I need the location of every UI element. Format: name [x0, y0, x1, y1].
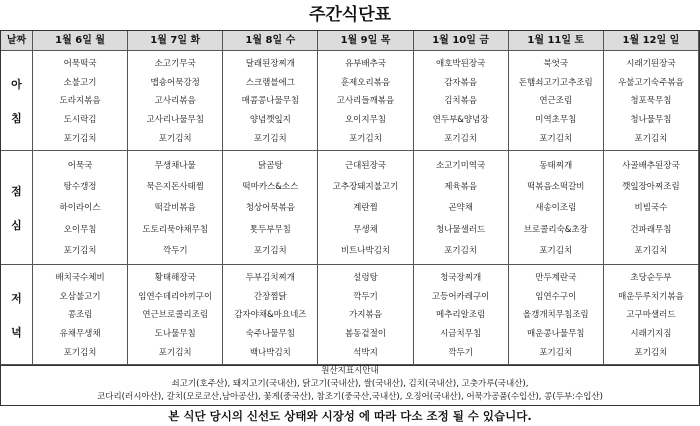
- menu-cell: [604, 51, 699, 151]
- meal-label-char: 저: [11, 291, 22, 305]
- day-header: 1월 9일 목: [318, 31, 413, 51]
- menu-item: 청나물샐러드: [435, 224, 486, 235]
- menu-item: 어묵떡국: [63, 59, 97, 70]
- menu-item: 유채무생채: [59, 329, 101, 340]
- meal-label: [1, 151, 33, 265]
- origin-title: 원산지표시안내: [321, 366, 379, 376]
- menu-item: 배치국수체비: [55, 273, 105, 284]
- menu-item: 숙주나물무침: [245, 329, 295, 340]
- menu-item: 어묵국: [67, 160, 93, 171]
- menu-item: 포기김치: [63, 246, 97, 257]
- meal-label-char: 아: [11, 77, 22, 91]
- menu-cell: [318, 265, 413, 365]
- menu-item: 연두부&양념장: [432, 115, 489, 126]
- meal-label-char: 심: [11, 218, 22, 232]
- menu-item: 만두계란국: [535, 273, 577, 284]
- menu-item: 새송이조림: [535, 203, 577, 214]
- menu-item: 포기김치: [634, 347, 668, 358]
- menu-cell: [318, 151, 413, 265]
- menu-item: 콩조림: [67, 310, 93, 321]
- menu-cell: [509, 265, 604, 365]
- meal-label-char: 녁: [11, 325, 22, 339]
- menu-item: 도시락김: [63, 115, 97, 126]
- menu-item: 오이지무침: [344, 115, 387, 126]
- menu-item: 포기김치: [63, 133, 97, 144]
- menu-item: 맵숑어묵강정: [150, 77, 200, 88]
- menu-item: 톳두부무침: [249, 224, 291, 235]
- menu-item: 도토리묵야채무침: [142, 224, 209, 235]
- menu-item: 사골배추된장국: [622, 160, 680, 171]
- menu-item: 시래기지짐: [630, 329, 672, 340]
- menu-item: 매운두루치기볶음: [618, 291, 684, 302]
- menu-item: 시래기된장국: [626, 59, 676, 70]
- menu-item: 달래된장찌개: [245, 59, 295, 70]
- menu-item: 근대된장국: [344, 160, 387, 171]
- menu-item: 도나물무침: [154, 329, 196, 340]
- menu-item: 건파래무침: [630, 224, 672, 235]
- menu-item: 고등어카레구이: [431, 291, 490, 302]
- menu-item: 메추리알조림: [435, 310, 486, 321]
- menu-item: 시금치무침: [440, 329, 482, 340]
- menu-item: 매콤콩나물무침: [241, 96, 300, 107]
- menu-cell: [414, 265, 509, 365]
- menu-item: 오이무침: [63, 224, 97, 235]
- menu-cell: [128, 265, 223, 365]
- menu-cell: [509, 151, 604, 265]
- day-header: 1월 12일 일: [604, 31, 699, 51]
- menu-item: 도라지볶음: [59, 96, 101, 107]
- menu-item: 포기김치: [444, 246, 478, 257]
- menu-item: 비트나박김치: [340, 246, 391, 257]
- menu-item: 동태찌개: [539, 160, 573, 171]
- menu-item: 김치볶음: [444, 96, 478, 107]
- menu-item: 깍두기: [353, 291, 378, 302]
- menu-item: 고사리들깨볶음: [336, 96, 395, 107]
- menu-item: 포기김치: [158, 133, 192, 144]
- menu-item: 양념깻잎지: [249, 115, 291, 126]
- menu-item: 포기김치: [634, 246, 668, 257]
- menu-item: 황태해장국: [154, 273, 196, 284]
- menu-cell: [33, 51, 128, 151]
- menu-item: 비빔국수: [634, 203, 668, 214]
- menu-cell: [33, 265, 128, 365]
- menu-item: 두부김치찌개: [245, 273, 295, 284]
- menu-cell: [223, 265, 318, 365]
- menu-item: 우불고기숙주볶음: [618, 77, 684, 88]
- menu-item: 포기김치: [253, 133, 287, 144]
- origin-info-box: [0, 364, 700, 406]
- page-title: 주간식단표: [308, 5, 392, 25]
- menu-item: 포기김치: [158, 347, 192, 358]
- header-corner: 날짜: [1, 31, 33, 51]
- menu-item: 스크램블에그: [245, 77, 295, 88]
- menu-item: 떡갈비볶음: [154, 203, 196, 214]
- meal-label: [1, 51, 33, 151]
- menu-cell: [33, 151, 128, 265]
- menu-item: 고구마샐러드: [626, 310, 676, 321]
- menu-item: 올갱개치무침조림: [522, 310, 589, 321]
- day-header: 1월 8일 수: [223, 31, 318, 51]
- meal-label: [1, 265, 33, 365]
- menu-cell: [509, 51, 604, 151]
- menu-item: 감자야채&마요네즈: [234, 310, 307, 321]
- menu-item: 임연수구이: [535, 291, 577, 302]
- menu-item: 탕수갱정: [63, 182, 97, 193]
- origin-line-1: 쇠고기(호주산), 돼지고기(국내산), 닭고기(국내산), 쌀(국내산), 김치(국내산), 고춧가루(국내산),: [171, 379, 529, 389]
- menu-item: 애호박된장국: [435, 59, 486, 70]
- menu-item: 곤약채: [448, 203, 473, 214]
- menu-item: 유부배추국: [344, 59, 387, 70]
- day-header: 1월 7일 화: [128, 31, 223, 51]
- menu-item: 깻잎장아찌조림: [622, 182, 680, 193]
- day-header: 1월 6일 월: [33, 31, 128, 51]
- menu-item: 북엇국: [543, 59, 569, 70]
- menu-item: 닭곰탕: [258, 160, 283, 171]
- menu-item: 떡볶음소떡갈비: [527, 182, 585, 193]
- menu-item: 포기김치: [444, 133, 478, 144]
- menu-item: 무생채나물: [154, 160, 196, 171]
- menu-table: [0, 30, 700, 366]
- menu-item: 포기김치: [539, 133, 573, 144]
- menu-cell: [604, 265, 699, 365]
- menu-item: 훈제오리볶음: [340, 77, 391, 88]
- menu-cell: [604, 151, 699, 265]
- menu-item: 돈햄쇠고기고추조림: [518, 77, 593, 88]
- menu-item: 가지볶음: [349, 310, 382, 321]
- menu-cell: [128, 151, 223, 265]
- meal-label-char: 점: [11, 184, 22, 198]
- menu-item: 청나물무침: [630, 115, 672, 126]
- origin-line-2: 코다리(러시아산), 갈치(모로코산,남아공산), 꽃게(중국산), 참조기(중국산,국내산), 오징어(국내산), 어묵가공품(수입산), 콩(두부:수입산): [97, 392, 603, 402]
- menu-item: 봄동겉절이: [344, 329, 387, 340]
- day-header: 1월 10일 금: [414, 31, 509, 51]
- menu-item: 청상어묵볶음: [245, 203, 295, 214]
- menu-cell: [128, 51, 223, 151]
- adjustment-notice: 본 식단 당시의 신선도 상태와 시장성 에 따라 다소 조정 될 수 있습니다.: [168, 409, 532, 423]
- menu-item: 하이라이스: [59, 203, 101, 214]
- menu-item: 간장찜닭: [253, 291, 287, 302]
- menu-item: 미역초무침: [535, 115, 577, 126]
- menu-cell: [414, 51, 509, 151]
- meal-label-char: 침: [11, 111, 22, 125]
- menu-item: 묵은지돈사태찜: [146, 182, 204, 193]
- menu-item: 청국장찌개: [440, 273, 482, 284]
- menu-item: 소고기미역국: [435, 160, 486, 171]
- menu-cell: [318, 51, 413, 151]
- menu-item: 임연수데리야끼구이: [138, 291, 213, 302]
- menu-item: 석박지: [353, 347, 378, 358]
- menu-cell: [223, 51, 318, 151]
- menu-item: 포기김치: [63, 347, 97, 358]
- menu-item: 연근조림: [539, 96, 573, 107]
- day-header: 1월 11일 토: [509, 31, 604, 51]
- menu-item: 깍두기: [162, 246, 188, 257]
- menu-item: 고사리나물무침: [146, 115, 204, 126]
- menu-item: 제육볶음: [444, 182, 478, 193]
- menu-item: 매운콩나물무침: [527, 329, 585, 340]
- menu-item: 소불고기: [63, 77, 97, 88]
- menu-item: 포기김치: [539, 246, 573, 257]
- menu-item: 포기김치: [349, 133, 382, 144]
- menu-item: 고추장돼지불고기: [332, 182, 399, 193]
- menu-item: 계란찜: [353, 203, 378, 214]
- menu-item: 브로콜리숙&초장: [523, 224, 588, 235]
- menu-item: 깍두기: [448, 347, 473, 358]
- menu-item: 포기김치: [253, 246, 287, 257]
- menu-item: 연근브로콜리조림: [142, 310, 209, 321]
- menu-item: 고사리볶음: [154, 96, 196, 107]
- menu-cell: [414, 151, 509, 265]
- menu-item: 감자볶음: [444, 77, 478, 88]
- menu-item: 백나박김치: [249, 347, 291, 358]
- menu-item: 떡마카스&소스: [242, 182, 299, 193]
- menu-cell: [223, 151, 318, 265]
- menu-item: 오삼불고기: [59, 291, 101, 302]
- menu-item: 설렁탕: [353, 273, 378, 284]
- menu-item: 초당순두부: [630, 273, 672, 284]
- menu-item: 포기김치: [539, 347, 573, 358]
- menu-item: 포기김치: [634, 133, 668, 144]
- menu-item: 소고기무국: [154, 59, 196, 70]
- menu-item: 무생채: [353, 224, 378, 235]
- menu-item: 청포묵무침: [630, 96, 672, 107]
